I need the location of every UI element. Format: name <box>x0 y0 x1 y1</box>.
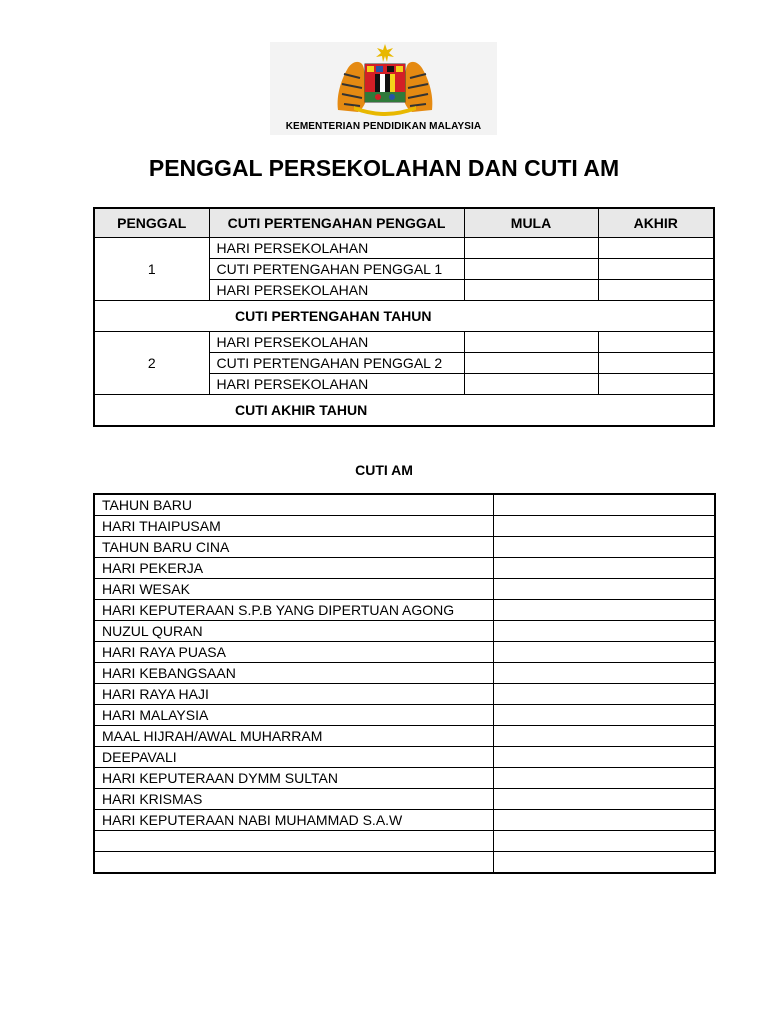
holiday-date-cell[interactable] <box>493 516 715 537</box>
holiday-date-cell[interactable] <box>493 558 715 579</box>
table-row <box>94 494 715 516</box>
page-title: PENGGAL PERSEKOLAHAN DAN CUTI AM <box>148 155 620 181</box>
holiday-name: NUZUL QURAN <box>94 621 493 642</box>
holiday-date-cell[interactable] <box>493 600 715 621</box>
holiday-date-cell[interactable] <box>493 579 715 600</box>
table-row <box>94 238 714 259</box>
table-row <box>94 684 715 705</box>
holiday-date-cell[interactable] <box>493 705 715 726</box>
column-header-penggal: PENGGAL <box>94 208 209 238</box>
holiday-name: TAHUN BARU CINA <box>94 537 493 558</box>
end-date-cell[interactable] <box>598 280 714 301</box>
table-row <box>94 768 715 789</box>
table-row <box>94 537 715 558</box>
term-number: 2 <box>94 332 209 395</box>
table-row <box>94 642 715 663</box>
holiday-name: HARI THAIPUSAM <box>94 516 493 537</box>
column-header-cuti-pertengahan-penggal: CUTI PERTENGAHAN PENGGAL <box>209 208 464 238</box>
holiday-date-cell[interactable] <box>493 789 715 810</box>
end-date-cell[interactable] <box>598 332 714 353</box>
table-row <box>94 831 715 852</box>
year-end-break-row <box>94 395 714 427</box>
holiday-date-cell[interactable] <box>493 831 715 852</box>
table-row <box>94 705 715 726</box>
end-date-cell[interactable] <box>598 238 714 259</box>
holiday-date-cell[interactable] <box>493 810 715 831</box>
ministry-name: KEMENTERIAN PENDIDIKAN MALAYSIA <box>285 121 482 132</box>
holiday-name: TAHUN BARU <box>94 494 493 516</box>
holiday-date-cell[interactable] <box>493 768 715 789</box>
holiday-date-cell[interactable] <box>493 663 715 684</box>
public-holidays-table <box>93 493 716 874</box>
table-row <box>94 747 715 768</box>
holiday-name: HARI WESAK <box>94 579 493 600</box>
holiday-name: HARI KEPUTERAAN NABI MUHAMMAD S.A.W <box>94 810 493 831</box>
holiday-name: HARI KEPUTERAAN DYMM SULTAN <box>94 768 493 789</box>
table-row <box>94 600 715 621</box>
holiday-date-cell[interactable] <box>493 726 715 747</box>
table-row <box>94 579 715 600</box>
end-date-cell[interactable] <box>598 259 714 280</box>
end-date-cell[interactable] <box>598 374 714 395</box>
holiday-name: HARI RAYA PUASA <box>94 642 493 663</box>
table-row <box>94 852 715 874</box>
holiday-date-cell[interactable] <box>493 747 715 768</box>
start-date-cell[interactable] <box>464 259 598 280</box>
holiday-date-cell[interactable] <box>493 621 715 642</box>
holiday-date-cell[interactable] <box>493 684 715 705</box>
term-item: HARI PERSEKOLAHAN <box>209 280 464 301</box>
end-date-cell[interactable] <box>598 353 714 374</box>
holiday-date-cell[interactable] <box>493 537 715 558</box>
mid-year-break-label: CUTI PERTENGAHAN TAHUN <box>94 301 714 332</box>
year-end-break-label: CUTI AKHIR TAHUN <box>94 395 714 427</box>
start-date-cell[interactable] <box>464 353 598 374</box>
table-row <box>94 663 715 684</box>
table-row <box>94 726 715 747</box>
start-date-cell[interactable] <box>464 332 598 353</box>
coat-of-arms-icon <box>334 44 436 116</box>
holiday-date-cell[interactable] <box>493 494 715 516</box>
holiday-name: HARI PEKERJA <box>94 558 493 579</box>
table-row <box>94 621 715 642</box>
holiday-name: HARI KEPUTERAAN S.P.B YANG DIPERTUAN AGONG <box>94 600 493 621</box>
table-row <box>94 810 715 831</box>
holiday-name: HARI KEBANGSAAN <box>94 663 493 684</box>
holiday-name: HARI KRISMAS <box>94 789 493 810</box>
holiday-name <box>94 852 493 874</box>
public-holidays-title: CUTI AM <box>355 462 413 478</box>
term-number: 1 <box>94 238 209 301</box>
table-row <box>94 332 714 353</box>
table-row <box>94 558 715 579</box>
term-item: HARI PERSEKOLAHAN <box>209 238 464 259</box>
holiday-name: MAAL HIJRAH/AWAL MUHARRAM <box>94 726 493 747</box>
holiday-name: HARI RAYA HAJI <box>94 684 493 705</box>
table-header-row <box>94 208 714 238</box>
holiday-name: DEEPAVALI <box>94 747 493 768</box>
column-header-mula: MULA <box>464 208 598 238</box>
term-item: CUTI PERTENGAHAN PENGGAL 2 <box>209 353 464 374</box>
column-header-akhir: AKHIR <box>598 208 714 238</box>
term-item: CUTI PERTENGAHAN PENGGAL 1 <box>209 259 464 280</box>
term-item: HARI PERSEKOLAHAN <box>209 332 464 353</box>
school-term-table <box>93 207 715 427</box>
holiday-date-cell[interactable] <box>493 852 715 874</box>
start-date-cell[interactable] <box>464 374 598 395</box>
term-item: HARI PERSEKOLAHAN <box>209 374 464 395</box>
table-row <box>94 516 715 537</box>
mid-year-break-row <box>94 301 714 332</box>
start-date-cell[interactable] <box>464 280 598 301</box>
start-date-cell[interactable] <box>464 238 598 259</box>
holiday-name: HARI MALAYSIA <box>94 705 493 726</box>
ministry-logo-panel <box>270 42 497 135</box>
holiday-name <box>94 831 493 852</box>
holiday-date-cell[interactable] <box>493 642 715 663</box>
table-row <box>94 789 715 810</box>
